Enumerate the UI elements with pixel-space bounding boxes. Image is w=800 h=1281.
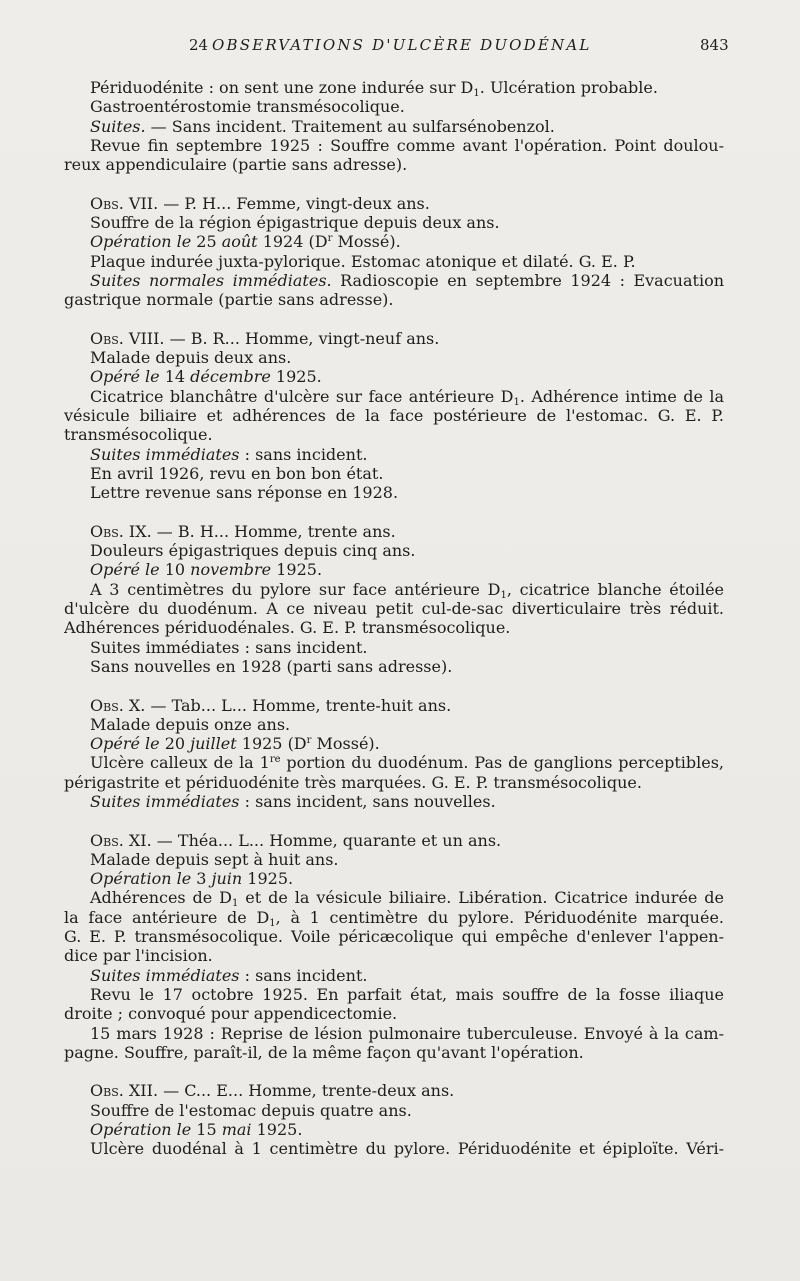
observation-11 — [64, 831, 724, 1063]
text-line: Suites normales immédiates. Radioscopie en septembre 1924 : Evacuation — [90, 270, 724, 290]
chapter-number: 24 — [189, 36, 209, 54]
observation-8 — [64, 329, 724, 503]
text-line: 15 mars 1928 : Reprise de lésion pulmonaire tuberculeuse. Envoyé à la cam- — [90, 1023, 724, 1043]
text-line: vésicule biliaire et adhérences de la face postérieure de l'estomac. G. E. P. — [64, 406, 724, 426]
text-line: Opéré le 10 novembre 1925. — [90, 560, 323, 580]
running-header — [0, 36, 800, 60]
observation-heading: Obs. X. — Tab... L... Homme, trente-huit ans. — [90, 695, 452, 715]
text-line: Sans nouvelles en 1928 (parti sans adresse). — [90, 656, 453, 676]
text-line: Malade depuis sept à huit ans. — [90, 849, 339, 869]
text-line: Douleurs épigastriques depuis cinq ans. — [90, 541, 416, 561]
text-line: d'ulcère du duodénum. A ce niveau petit cul-de-sac diverticulaire très réduit. — [64, 599, 724, 619]
text-line: G. E. P. transmésocolique. Voile péricæcolique qui empêche d'enlever l'appen- — [64, 927, 724, 947]
text-line: Suites immédiates : sans incident. — [90, 444, 368, 464]
text-line: transmésocolique. — [64, 425, 213, 445]
text-line: Suites immédiates : sans incident. — [90, 965, 368, 985]
text-line: Malade depuis deux ans. — [90, 348, 292, 368]
text-line: Suites immédiates : sans incident. — [90, 637, 368, 657]
page-number: 843 — [700, 36, 729, 54]
text-line: la face antérieure de $D_1$, à 1 centimètre du pylore. Périduodénite marquée. — [64, 907, 724, 928]
observation-heading: Obs. VII. — P. H... Femme, vingt-deux ans. — [90, 193, 430, 213]
text-line: Opéré le 14 décembre 1925. — [90, 367, 322, 387]
text-line: En avril 1926, revu en bon bon état. — [90, 463, 384, 483]
text-line: A 3 centimètres du pylore sur face antérieure $D_1$, cicatrice blanche étoilée — [90, 579, 724, 600]
running-title: OBSERVATIONS D'ULCÈRE DUODÉNAL — [212, 36, 592, 54]
observation-9 — [64, 522, 724, 676]
text-line: Adhérences de $D_1$ et de la vésicule biliaire. Libération. Cicatrice indurée de — [90, 888, 724, 908]
observation-10 — [64, 696, 724, 812]
observation-heading: Obs. XII. — C... E... Homme, trente-deux ans. — [90, 1081, 455, 1101]
text-line: Suites immédiates : sans incident, sans nouvelles. — [90, 791, 496, 811]
text-line: Cicatrice blanchâtre d'ulcère sur face antérieure $D_1$. Adhérence intime de la — [90, 386, 724, 407]
text-line: Opéré le 20 juillet 1925 ($D^r$ Mossé). — [90, 734, 380, 754]
text-line: Plaque indurée juxta-pylorique. Estomac atonique et dilaté. G. E. P. — [90, 251, 636, 271]
text-line: Lettre revenue sans réponse en 1928. — [90, 483, 399, 503]
text-line: Opération le 3 juin 1925. — [90, 869, 294, 889]
text-line: Ulcère calleux de la 1re portion du duodénum. Pas de ganglions perceptibles, — [90, 753, 724, 773]
observation-7 — [64, 194, 724, 310]
text-line: Adhérences périduodénales. G. E. P. transmésocolique. — [64, 618, 511, 638]
observation-heading: Obs. VIII. — B. R... Homme, vingt-neuf ans. — [90, 328, 440, 348]
text-line: Revu le 17 octobre 1925. En parfait état, mais souffre de la fosse iliaque — [90, 984, 724, 1004]
observation-12 — [64, 1081, 724, 1158]
text-line: Revue fin septembre 1925 : Souffre comme avant l'opération. Point doulou- — [90, 135, 724, 155]
text-line: Souffre de la région épigastrique depuis deux ans. — [90, 213, 500, 233]
observation-heading: Obs. XI. — Théa... L... Homme, quarante et un ans. — [90, 830, 502, 850]
text-line: Opération le 25 août 1924 ($D^r$ Mossé). — [90, 232, 401, 252]
text-line: Suites. — Sans incident. Traitement au sulfarsénobenzol. — [90, 116, 555, 136]
text-line: pagne. Souffre, paraît-il, de la même façon qu'avant l'opération. — [64, 1042, 584, 1062]
text-line: reux appendiculaire (partie sans adresse). — [64, 155, 408, 175]
text-line: gastrique normale (partie sans adresse). — [64, 290, 394, 310]
observation-heading: Obs. IX. — B. H... Homme, trente ans. — [90, 521, 396, 541]
body-text — [64, 78, 724, 1178]
text-line: dice par l'incision. — [64, 946, 213, 966]
text-line: Malade depuis onze ans. — [90, 714, 291, 734]
observation-6-continuation — [64, 78, 724, 174]
text-line: Périduodénite : on sent une zone indurée sur $D_1$. Ulcération probable. — [90, 78, 658, 98]
text-line: Souffre de l'estomac depuis quatre ans. — [90, 1100, 412, 1120]
text-line: Ulcère duodénal à 1 centimètre du pylore. Périduodénite et épiploïte. Véri- — [90, 1139, 724, 1159]
text-line: périgastrite et périduodénite très marquées. G. E. P. transmésocolique. — [64, 772, 642, 792]
text-line: droite ; convoqué pour appendicectomie. — [64, 1004, 398, 1024]
text-line: Gastroentérostomie transmésocolique. — [90, 97, 405, 117]
text-line: Opération le 15 mai 1925. — [90, 1120, 303, 1140]
